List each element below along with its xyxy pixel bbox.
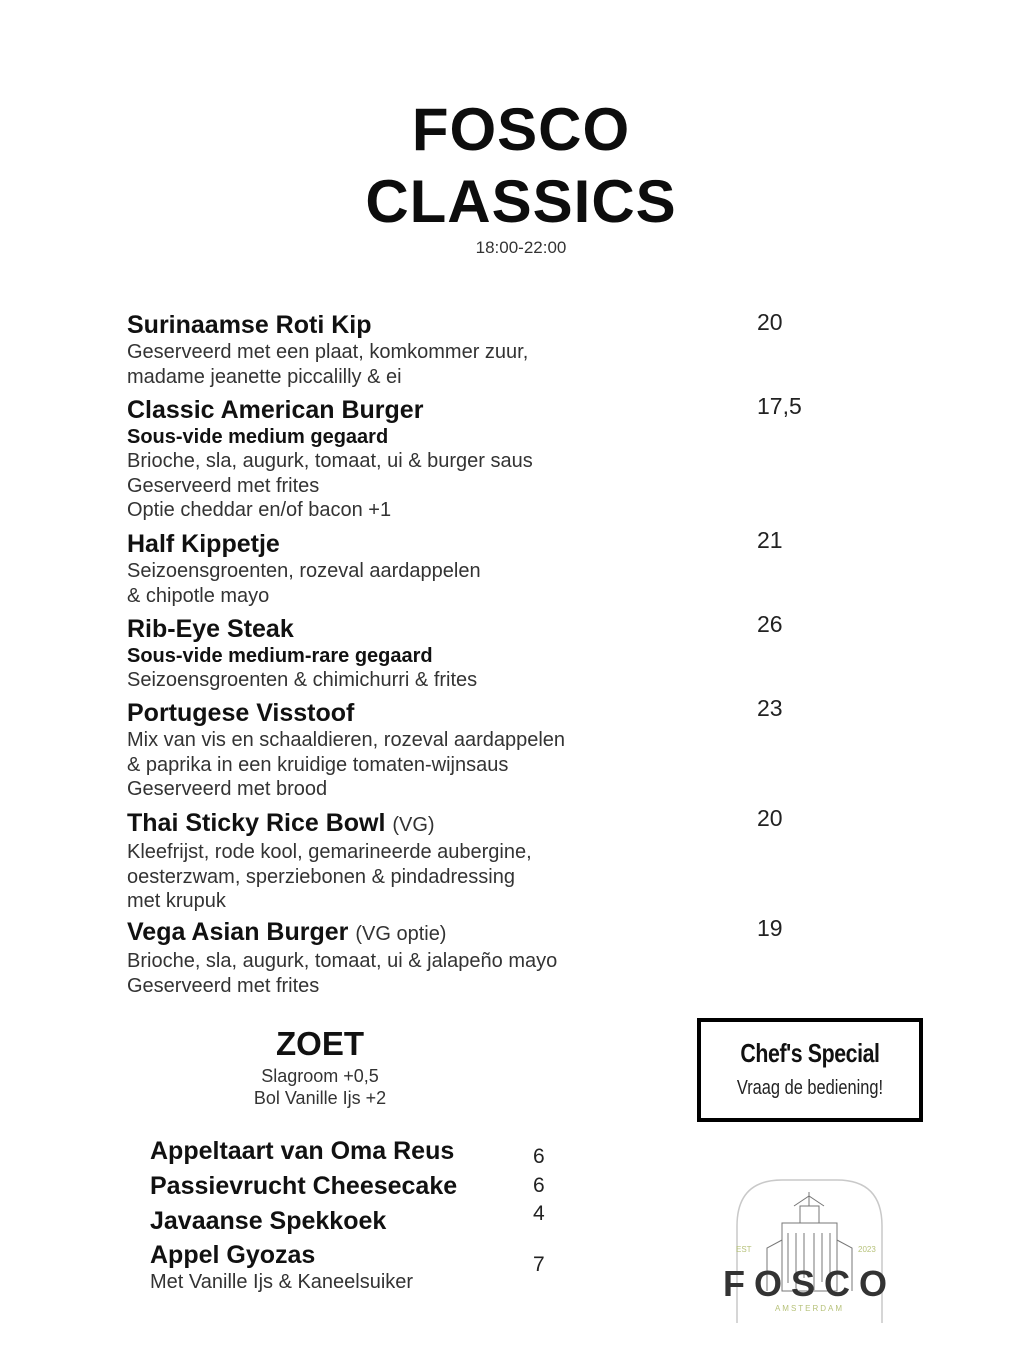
dessert-extra: Bol Vanille Ijs +2 [253,1088,387,1108]
item-name: Portugese Visstoof [127,699,355,727]
title-line-2: CLASSICS [365,168,677,235]
item-diet-tag: (VG optie) [355,923,447,945]
chefs-special-subtitle: Vraag de bediening! [736,1077,884,1099]
menu-item [127,917,727,998]
dessert-item [150,1206,530,1236]
dessert-name: Appel Gyozas [150,1241,316,1269]
menu-item [127,310,727,389]
item-description: Brioche, sla, augurk, tomaat, ui & burger saus [127,450,533,472]
item-price: 21 [757,527,783,553]
item-diet-tag: (VG) [392,814,435,836]
logo-name: FOSCO [722,1263,897,1304]
item-description: Brioche, sla, augurk, tomaat, ui & jalapeño mayo [127,950,558,972]
logo-city: AMSTERDAM [774,1304,845,1313]
logo-est: EST [736,1245,752,1254]
chefs-special-title: Chef's Special [740,1038,880,1068]
item-description: Mix van vis en schaaldieren, rozeval aardappelen [127,729,566,751]
dessert-name: Passievrucht Cheesecake [150,1172,458,1200]
item-price: 19 [757,915,783,941]
item-price: 23 [757,695,783,721]
logo-year: 2023 [858,1245,876,1254]
item-description: Seizoensgroenten & chimichurri & frites [127,669,478,691]
dessert-item [150,1136,530,1166]
dessert-extra: Slagroom +0,5 [261,1066,379,1086]
logo-graphic [722,1178,897,1328]
item-name: Vega Asian Burger [127,918,349,946]
dessert-name: Javaanse Spekkoek [150,1207,387,1235]
item-description: madame jeanette piccalilly & ei [127,365,402,388]
item-description: oesterzwam, sperziebonen & pindadressing [127,865,515,888]
menu-item [127,698,727,802]
dessert-price: 4 [533,1202,545,1225]
dessert-item [150,1171,530,1201]
dessert-item [150,1240,530,1294]
item-name: Rib-Eye Steak [127,615,294,643]
item-description: Kleefrijst, rode kool, gemarineerde aubergine, [127,841,532,863]
fosco-logo [722,1178,897,1328]
item-preparation: Sous-vide medium gegaard [127,426,389,448]
dessert-price: 6 [533,1174,545,1197]
dessert-name: Appeltaart van Oma Reus [150,1137,455,1165]
item-description: Optie cheddar en/of bacon +1 [127,499,392,521]
menu-item [127,395,727,523]
item-price: 17,5 [757,393,802,419]
item-description: & chipotle mayo [127,584,270,607]
item-name: Half Kippetje [127,530,280,558]
item-price: 20 [757,309,783,335]
title-line-1: FOSCO [411,96,631,163]
item-description: Geserveerd met frites [127,974,320,997]
item-name: Surinaamse Roti Kip [127,311,372,339]
dessert-price: 6 [533,1145,545,1168]
item-description: met krupuk [127,890,226,912]
menu-item [127,614,727,693]
item-price: 20 [757,805,783,831]
item-description: Geserveerd met een plaat, komkommer zuur, [127,341,529,363]
item-name: Thai Sticky Rice Bowl [127,809,386,837]
dessert-price: 7 [533,1253,545,1276]
chefs-special-box [697,1018,923,1122]
dessert-description: Met Vanille Ijs & Kaneelsuiker [150,1271,414,1293]
dessert-heading: ZOET [276,1025,364,1062]
item-name: Classic American Burger [127,396,424,424]
menu-item [127,808,727,914]
item-description: Geserveerd met brood [127,778,328,800]
item-price: 26 [757,611,783,637]
item-preparation: Sous-vide medium-rare gegaard [127,645,433,667]
item-description: Seizoensgroenten, rozeval aardappelen [127,560,481,582]
item-description: & paprika in een kruidige tomaten-wijnsaus [127,753,509,776]
item-description: Geserveerd met frites [127,474,320,497]
menu-item [127,529,727,608]
opening-hours: 18:00-22:00 [475,238,567,257]
